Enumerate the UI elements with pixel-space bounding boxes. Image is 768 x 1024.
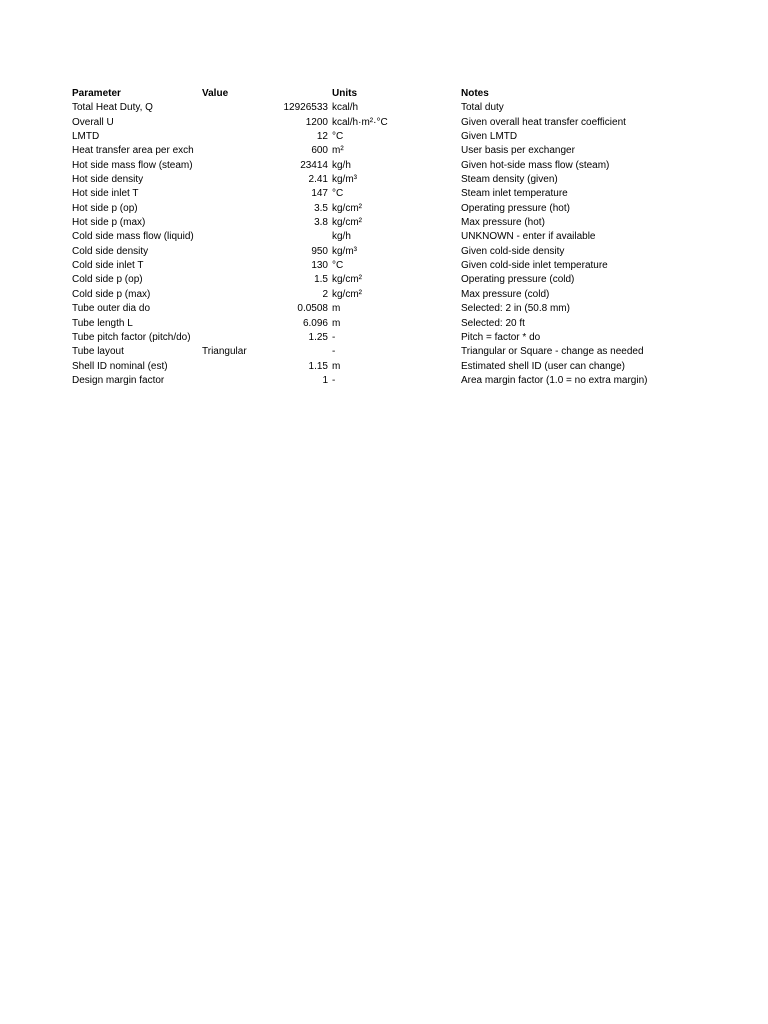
notes-cell[interactable]: Max pressure (cold) [461, 288, 550, 300]
parameter-cell[interactable]: Cold side density [72, 245, 149, 257]
parameter-cell[interactable]: Cold side inlet T [72, 260, 144, 272]
notes-cell[interactable]: Total duty [461, 102, 504, 114]
parameter-cell[interactable]: Hot side p (op) [72, 202, 138, 214]
value-cell[interactable]: 2.41 [308, 174, 328, 186]
notes-cell[interactable]: UNKNOWN - enter if available [461, 231, 596, 243]
parameter-cell[interactable]: Hot side inlet T [72, 188, 139, 200]
value-cell[interactable]: 600 [311, 145, 328, 157]
parameter-cell[interactable]: Tube length L [72, 317, 133, 329]
table-row [72, 273, 732, 287]
table-row [72, 202, 732, 216]
parameter-cell[interactable]: Heat transfer area per exch [72, 145, 194, 157]
notes-cell[interactable]: Max pressure (hot) [461, 217, 545, 229]
table-row [72, 101, 732, 115]
value-cell[interactable]: 1 [322, 374, 328, 386]
value-cell[interactable]: 1.5 [314, 274, 328, 286]
units-cell[interactable]: - [332, 346, 336, 358]
notes-cell[interactable]: Given cold-side density [461, 245, 565, 257]
table-row [72, 374, 732, 388]
units-cell[interactable]: °C [332, 188, 344, 200]
value-cell[interactable]: 130 [311, 260, 328, 272]
notes-cell[interactable]: Selected: 20 ft [461, 317, 525, 329]
notes-cell[interactable]: Triangular or Square - change as needed [461, 346, 644, 358]
table-row [72, 317, 732, 331]
parameter-cell[interactable]: Cold side mass flow (liquid) [72, 231, 194, 243]
notes-cell[interactable]: Pitch = factor * do [461, 331, 541, 343]
header-units[interactable]: Units [332, 88, 357, 99]
units-cell[interactable]: - [332, 374, 336, 386]
table-row [72, 116, 732, 130]
header-row [72, 87, 732, 101]
notes-cell[interactable]: Steam density (given) [461, 174, 558, 186]
units-cell[interactable]: kg/cm² [332, 274, 362, 286]
table-row [72, 302, 732, 316]
value-cell[interactable]: 6.096 [302, 317, 328, 329]
table-row [72, 216, 732, 230]
table-row [72, 230, 732, 244]
parameter-cell[interactable]: Tube layout [72, 346, 124, 358]
units-cell[interactable]: kg/h [332, 231, 351, 243]
table-row [72, 245, 732, 259]
parameter-cell[interactable]: Overall U [72, 116, 114, 128]
notes-cell[interactable]: Given LMTD [461, 131, 518, 143]
table-row [72, 360, 732, 374]
notes-cell[interactable]: Selected: 2 in (50.8 mm) [461, 303, 570, 315]
units-cell[interactable]: kg/cm² [332, 288, 362, 300]
parameter-cell[interactable]: Tube outer dia do [72, 303, 151, 315]
parameter-cell[interactable]: Design margin factor [72, 374, 165, 386]
notes-cell[interactable]: Given cold-side inlet temperature [461, 260, 608, 272]
table-row [72, 173, 732, 187]
table-row [72, 187, 732, 201]
table-row [72, 288, 732, 302]
notes-cell[interactable]: Given hot-side mass flow (steam) [461, 159, 610, 171]
header-notes[interactable]: Notes [461, 88, 489, 99]
value-cell[interactable]: 3.8 [314, 217, 328, 229]
value-cell[interactable]: 950 [311, 245, 328, 257]
table-row [72, 159, 732, 173]
notes-cell[interactable]: Area margin factor (1.0 = no extra margin) [461, 374, 648, 386]
value-cell[interactable]: 12926533 [283, 102, 328, 114]
table-row [72, 259, 732, 273]
value-cell[interactable]: 0.0508 [297, 303, 328, 315]
units-cell[interactable]: m² [332, 145, 344, 157]
parameter-cell[interactable]: Tube pitch factor (pitch/do) [72, 331, 191, 343]
units-cell[interactable]: kg/h [332, 159, 351, 171]
table-row [72, 345, 732, 359]
spreadsheet-table [72, 87, 732, 388]
table-body [72, 101, 732, 388]
table-row [72, 331, 732, 345]
notes-cell[interactable]: Given overall heat transfer coefficient [461, 116, 626, 128]
value-cell[interactable]: 1200 [305, 116, 328, 128]
notes-cell[interactable]: Estimated shell ID (user can change) [461, 360, 625, 372]
value-cell[interactable]: 1.15 [308, 360, 328, 372]
units-cell[interactable]: kg/cm² [332, 202, 362, 214]
notes-cell[interactable]: Steam inlet temperature [461, 188, 568, 200]
value-cell[interactable]: 23414 [300, 159, 328, 171]
units-cell[interactable]: kcal/h·m²·°C [332, 116, 388, 128]
units-cell[interactable]: °C [332, 131, 344, 143]
value-cell[interactable]: 12 [316, 131, 328, 143]
value-text-cell[interactable]: Triangular [202, 346, 247, 358]
notes-cell[interactable]: Operating pressure (hot) [461, 202, 570, 214]
units-cell[interactable]: m [332, 317, 341, 329]
parameter-cell[interactable]: Cold side p (max) [72, 288, 151, 300]
units-cell[interactable]: kg/cm² [332, 217, 362, 229]
header-parameter[interactable]: Parameter [72, 88, 121, 99]
parameter-cell[interactable]: Hot side mass flow (steam) [72, 159, 193, 171]
units-cell[interactable]: kcal/h [332, 102, 359, 114]
parameter-cell[interactable]: Shell ID nominal (est) [72, 360, 168, 372]
parameter-cell[interactable]: Hot side density [72, 174, 144, 186]
units-cell[interactable]: m [332, 360, 341, 372]
parameter-cell[interactable]: Cold side p (op) [72, 274, 143, 286]
table-row [72, 130, 732, 144]
parameter-cell[interactable]: Hot side p (max) [72, 217, 146, 229]
units-cell[interactable]: kg/m³ [332, 174, 357, 186]
value-cell[interactable]: 1.25 [308, 331, 328, 343]
parameter-cell[interactable]: Total Heat Duty, Q [72, 102, 153, 114]
value-cell[interactable]: 147 [311, 188, 328, 200]
value-cell[interactable]: 2 [322, 288, 328, 300]
units-cell[interactable]: kg/m³ [332, 245, 357, 257]
notes-cell[interactable]: Operating pressure (cold) [461, 274, 575, 286]
units-cell[interactable]: m [332, 303, 341, 315]
units-cell[interactable]: °C [332, 260, 344, 272]
parameter-cell[interactable]: LMTD [72, 131, 100, 143]
notes-cell[interactable]: User basis per exchanger [461, 145, 575, 157]
table-row [72, 144, 732, 158]
header-value[interactable]: Value [202, 88, 229, 99]
units-cell[interactable]: - [332, 331, 336, 343]
value-cell[interactable]: 3.5 [314, 202, 328, 214]
